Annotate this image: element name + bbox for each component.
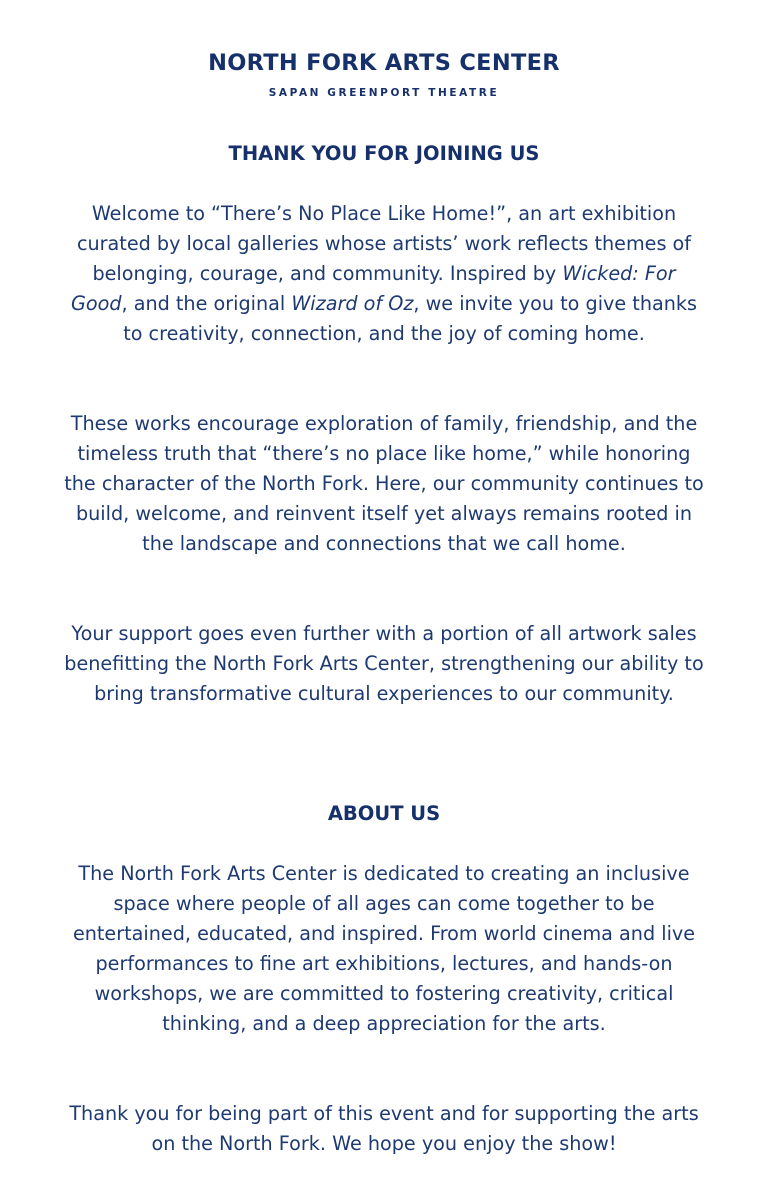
closing-paragraph: Thank you for being part of this event and for supporting the arts on the North Fork. We hope you enjoy the show! xyxy=(69,1102,699,1155)
welcome-text-part1: Welcome to “There’s No Place Like Home!”, an art exhibition curated by local galleries whose artists’ work reflects themes of belonging, courage, and community. Inspired by xyxy=(76,202,692,285)
support-paragraph: Your support goes even further with a portion of all artwork sales benefitting the North Fork Arts Center, strengthening our ability to bring transformative cultural experiences to our community. xyxy=(64,622,704,705)
exploration-paragraph: These works encourage exploration of family, friendship, and the timeless truth that “there’s no place like home,” while honoring the character of the North Fork. Here, our community continues to build, welcome, and reinvent itself yet always remains rooted in the landscape and connections that we call home. xyxy=(64,412,704,555)
welcome-text-part3: , we invite you to give thanks to creativity, connection, and the joy of coming home. xyxy=(123,292,698,345)
about-paragraph: The North Fork Arts Center is dedicated to creating an inclusive space where people of all ages can come together to be entertained, educated, and inspired. From world cinema and live performances to fine art exhibitions, lectures, and hands-on workshops, we are committed to fostering creativity, critical thinking, and a deep appreciation for the arts. xyxy=(72,862,696,1035)
welcome-paragraph xyxy=(64,199,704,349)
wizard-of-oz-title: Wizard of Oz xyxy=(291,292,414,315)
wicked-title: Wicked: For Good xyxy=(70,262,676,315)
about-section-title: ABOUT US xyxy=(327,802,441,825)
org-name: NORTH FORK ARTS CENTER xyxy=(208,50,560,76)
org-subtitle: SAPAN GREENPORT THEATRE xyxy=(268,87,500,99)
thanks-section-title: THANK YOU FOR JOINING US xyxy=(228,142,540,165)
welcome-text-part2: , and the original xyxy=(121,292,292,315)
